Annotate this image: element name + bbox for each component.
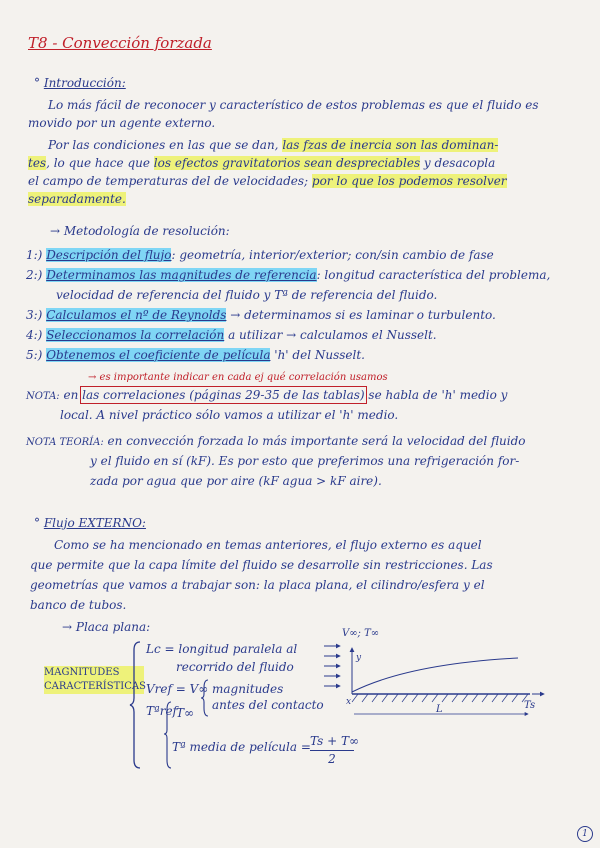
page-number: 1 xyxy=(577,826,593,842)
vref-line: antes del contacto xyxy=(212,698,324,712)
page-title: T8 - Convección forzada xyxy=(28,34,212,52)
magnitudes-label: MAGNITUDES CARACTERÍSTICAS xyxy=(44,667,146,692)
method-step: 1:) Descripción del flujo: geometría, interior/exterior; con/sin cambio de fase xyxy=(26,248,494,262)
teoria-line: y el fluido en sí (kF). Es por esto que preferimos una refrigeración for- xyxy=(90,454,520,468)
method-step: velocidad de referencia del fluido y Tª de referencia del fluido. xyxy=(56,288,438,302)
intro-line: Lo más fácil de reconocer y característico de estos problemas es que el fluido es xyxy=(48,98,539,112)
x-axis-label: x xyxy=(346,697,352,707)
inner-brace-icon xyxy=(200,678,210,718)
method-step: 3:) Calculamos el nº de Reynolds → determinamos si es laminar o turbulento. xyxy=(26,308,496,322)
brace-icon xyxy=(128,640,144,770)
teoria-line: zada por agua que por aire (kF agua > kF aire). xyxy=(90,474,382,488)
intro-heading: ° Introducción: xyxy=(34,76,126,90)
tmedia-line: Tª media de película = xyxy=(172,740,311,754)
formula-numerator: Ts + T∞ xyxy=(310,734,359,748)
correlation-annotation: → es importante indicar en cada ej qué correlación usamos xyxy=(88,372,388,383)
formula-denominator: 2 xyxy=(328,752,336,766)
length-label: L xyxy=(436,704,443,715)
surface-temp-label: Ts xyxy=(524,700,536,711)
external-line: banco de tubos. xyxy=(30,598,127,612)
lc-line: recorrido del fluido xyxy=(176,660,294,674)
method-step: 4:) Seleccionamos la correlación a utilizar → calculamos el Nusselt. xyxy=(26,328,437,342)
placa-plana-heading: → Placa plana: xyxy=(62,620,151,634)
lc-line: Lc = longitud paralela al xyxy=(146,642,298,656)
external-line: geometrías que vamos a trabajar son: la placa plana, el cilindro/esfera y el xyxy=(30,578,485,592)
tinf-line: T∞ xyxy=(176,706,194,720)
teoria-line: NOTA TEORÍA: en convección forzada lo más importante será la velocidad del fluido xyxy=(26,434,526,448)
tref-line: Tªref xyxy=(146,704,177,718)
external-line: que permite que la capa límite del fluido se desarrolle sin restricciones. Las xyxy=(30,558,493,572)
intro-line: separadamente. xyxy=(28,192,126,206)
boundary-layer-curve xyxy=(352,658,518,692)
free-stream-label: V∞; T∞ xyxy=(342,628,380,639)
inflow-arrows xyxy=(324,646,340,686)
vref-line: Vref = V∞ xyxy=(146,682,209,696)
fraction-bar xyxy=(310,750,354,751)
intro-line: el campo de temperaturas del de velocidades; por lo que los podemos resolver xyxy=(28,174,507,188)
intro-line: movido por un agente externo. xyxy=(28,116,216,130)
external-heading: ° Flujo EXTERNO: xyxy=(34,516,146,530)
method-step: 2:) Determinamos las magnitudes de referencia: longitud característica del problema, xyxy=(26,268,551,282)
intro-line: Por las condiciones en las que se dan, las fzas de inercia son las dominan- xyxy=(48,138,499,152)
nota-line: NOTA: en las correlaciones (páginas 29-35 de las tablas) se habla de 'h' medio y xyxy=(26,388,508,402)
nota-line: local. A nivel práctico sólo vamos a utilizar el 'h' medio. xyxy=(60,408,399,422)
external-line: Como se ha mencionado en temas anteriores, el flujo externo es aquel xyxy=(54,538,482,552)
correlations-box: las correlaciones (páginas 29-35 de las tablas) xyxy=(82,388,365,402)
tref-brace-icon xyxy=(163,700,173,770)
flat-plate-diagram xyxy=(318,622,548,722)
method-heading: → Metodología de resolución: xyxy=(50,224,230,238)
intro-line: tes, lo que hace que los efectos gravitatorios sean despreciables y desacopla xyxy=(28,156,496,170)
method-step: 5:) Obtenemos el coeficiente de película 'h' del Nusselt. xyxy=(26,348,365,362)
y-axis-label: y xyxy=(356,653,362,663)
vref-line: magnitudes xyxy=(212,682,284,696)
plate-hatching xyxy=(352,694,528,702)
